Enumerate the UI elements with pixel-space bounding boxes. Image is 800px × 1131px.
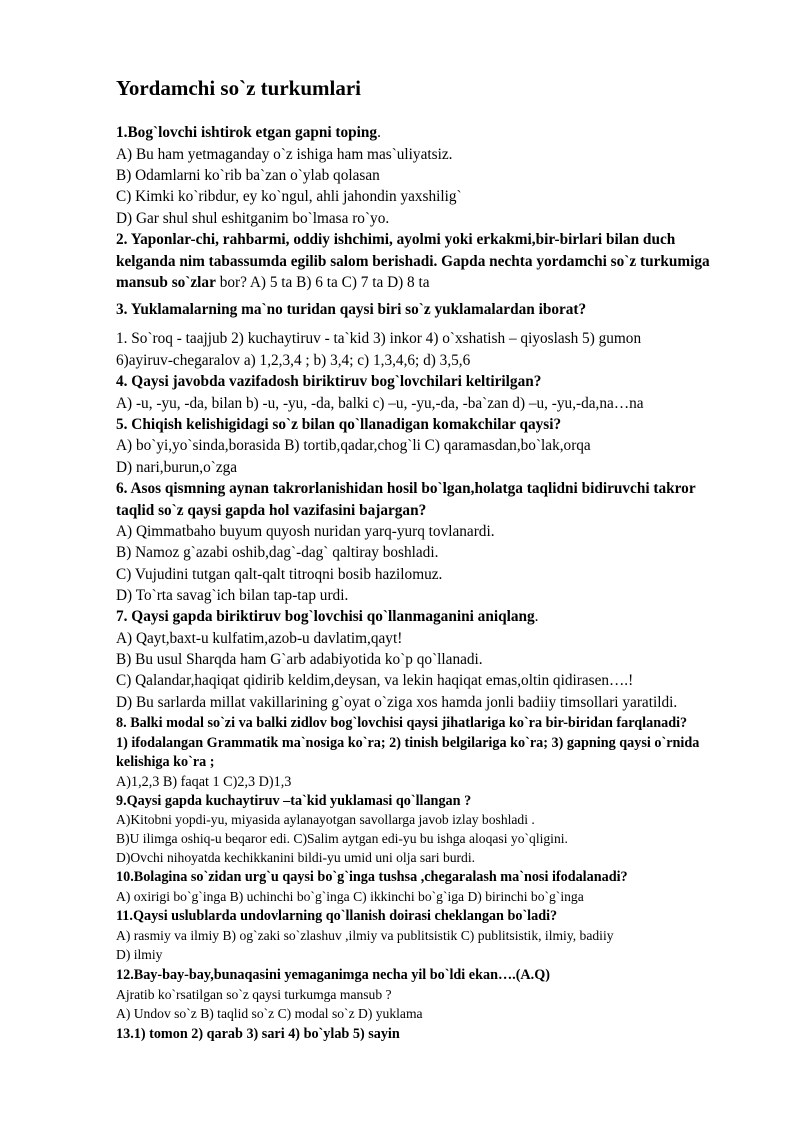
question-7-option-d: D) Bu sarlarda millat vakillarining g`oyat o`ziga xos hamda jonli badiiy timsollari yaratildi. bbox=[116, 694, 678, 711]
question-12: 12.Bay-bay-bay,bunaqasini yemaganimga necha yil bo`ldi ekan….(A.Q) bbox=[116, 967, 550, 983]
question-8: 8. Balki modal so`zi va balki zidlov bog`lovchisi qaysi jihatlariga ko`ra bir-biridan farqlanadi? bbox=[116, 715, 688, 731]
question-1-option-a: A) Bu ham yetmaganday o`z ishiga ham mas`uliyatsiz. bbox=[116, 146, 453, 163]
question-4-options: A) -u, -yu, -da, bilan b) -u, -yu, -da, balki c) –u, -yu,-da, -ba`zan d) –u, -yu,-da,na…na bbox=[116, 395, 644, 412]
question-7-option-c: C) Qalandar,haqiqat qidirib keldim,deysan, va lekin haqiqat emas,oltin qidirasen….! bbox=[116, 672, 634, 689]
question-9-option-d: D)Ovchi nihoyatda kechikkanini bildi-yu umid uni olja sari burdi. bbox=[116, 850, 476, 865]
question-13: 13.1) tomon 2) qarab 3) sari 4) bo`ylab 5) sayin bbox=[116, 1026, 400, 1042]
question-7-text: 7. Qaysi gapda biriktiruv bog`lovchisi qo`llanmaganini aniqlang bbox=[116, 608, 535, 625]
question-6-option-c: C) Vujudini tutgan qalt-qalt titroqni bosib hazilomuz. bbox=[116, 566, 443, 583]
question-5-line-2: D) nari,burun,o`zga bbox=[116, 459, 238, 476]
question-12-line-1: Ajratib ko`rsatilgan so`z qaysi turkumga mansub ? bbox=[116, 987, 392, 1002]
question-1 bbox=[116, 124, 381, 142]
question-3: 3. Yuklamalarning ma`no turidan qaysi biri so`z yuklamalardan iborat? bbox=[116, 301, 587, 318]
question-6-option-a: A) Qimmatbaho buyum quyosh nuridan yarq-yurq tovlanardi. bbox=[116, 523, 495, 540]
question-5: 5. Chiqish kelishigidagi so`z bilan qo`llanadigan komakchilar qaysi? bbox=[116, 416, 562, 433]
question-12-options: A) Undov so`z B) taqlid so`z C) modal so`z D) yuklama bbox=[116, 1006, 423, 1021]
question-6-line-2: taqlid so`z qaysi gapda hol vazifasini bajargan? bbox=[116, 502, 427, 519]
question-1-text: 1.Bog`lovchi ishtirok etgan gapni toping bbox=[116, 124, 378, 141]
question-9-option-bc: B)U ilimga oshiq-u beqaror edi. C)Salim aytgan edi-yu bu ishga aloqasi yo`qligini. bbox=[116, 831, 568, 846]
question-2-bold-part: mansub so`zlar bbox=[116, 274, 216, 291]
page-title: Yordamchi so`z turkumlari bbox=[116, 76, 361, 100]
question-6-line-1: 6. Asos qismning aynan takrorlanishidan hosil bo`lgan,holatga taqlidni bidiruvchi takror bbox=[116, 480, 696, 497]
question-2-options: bor? A) 5 ta B) 6 ta C) 7 ta D) 8 ta bbox=[215, 274, 430, 291]
question-1-tail: . bbox=[377, 124, 381, 141]
question-6-option-b: B) Namoz g`azabi oshib,dag`-dag` qaltiray boshladi. bbox=[116, 544, 439, 561]
question-11: 11.Qaysi uslublarda undovlarning qo`llanish doirasi cheklangan bo`ladi? bbox=[116, 908, 558, 924]
question-9-option-a: A)Kitobni yopdi-yu, miyasida aylanayotgan savollarga javob izlay boshladi . bbox=[116, 812, 535, 827]
question-6-option-d: D) To`rta savag`ich bilan tap-tap urdi. bbox=[116, 587, 349, 604]
question-7 bbox=[116, 608, 538, 626]
question-2-line-1: 2. Yaponlar-chi, rahbarmi, oddiy ishchimi, ayolmi yoki erkakmi,bir-birlari bilan duch bbox=[116, 231, 676, 248]
question-5-line-1: A) bo`yi,yo`sinda,borasida B) tortib,qadar,chog`li C) qaramasdan,bo`lak,orqa bbox=[116, 437, 591, 454]
question-2-line-2: kelganda nim tabassumda egilib salom berishadi. Gapda nechta yordamchi so`z turkumiga bbox=[116, 253, 710, 270]
question-1-option-b: B) Odamlarni ko`rib ba`zan o`ylab qolasan bbox=[116, 167, 380, 184]
question-4: 4. Qaysi javobda vazifadosh biriktiruv bog`lovchilari keltirilgan? bbox=[116, 373, 542, 390]
question-3-line-2: 6)ayiruv-chegaralov a) 1,2,3,4 ; b) 3,4; c) 1,3,4,6; d) 3,5,6 bbox=[116, 352, 471, 369]
question-9: 9.Qaysi gapda kuchaytiruv –ta`kid yuklamasi qo`llangan ? bbox=[116, 793, 472, 809]
question-11-line-1: A) rasmiy va ilmiy B) og`zaki so`zlashuv ,ilmiy va publitsistik C) publitsistik, ilmiy, badiiy bbox=[116, 928, 614, 943]
question-10: 10.Bolagina so`zidan urg`u qaysi bo`g`inga tushsa ,chegaralash ma`nosi ifodalanadi? bbox=[116, 869, 628, 885]
question-10-options: A) oxirigi bo`g`inga B) uchinchi bo`g`inga C) ikkinchi bo`g`iga D) birinchi bo`g`inga bbox=[116, 889, 584, 904]
question-8-line-2: kelishiga ko`ra ; bbox=[116, 754, 215, 770]
question-8-options: A)1,2,3 B) faqat 1 C)2,3 D)1,3 bbox=[116, 774, 292, 790]
question-7-tail: . bbox=[534, 608, 539, 625]
question-1-option-d: D) Gar shul shul eshitganim bo`lmasa ro`yo. bbox=[116, 210, 390, 227]
question-3-line-1: 1. So`roq - taajjub 2) kuchaytiruv - ta`kid 3) inkor 4) o`xshatish – qiyoslash 5) gumon bbox=[116, 330, 642, 347]
question-1-option-c: C) Kimki ko`ribdur, ey ko`ngul, ahli jahondin yaxshilig` bbox=[116, 188, 462, 205]
question-11-line-2: D) ilmiy bbox=[116, 947, 163, 962]
question-7-option-b: B) Bu usul Sharqda ham G`arb adabiyotida ko`p qo`llanadi. bbox=[116, 651, 483, 668]
question-7-option-a: A) Qayt,baxt-u kulfatim,azob-u davlatim,qayt! bbox=[116, 630, 403, 647]
question-8-line-1: 1) ifodalangan Grammatik ma`nosiga ko`ra; 2) tinish belgilariga ko`ra; 3) gapning qaysi o`rnida bbox=[116, 735, 700, 751]
question-2-line-3 bbox=[116, 274, 430, 292]
